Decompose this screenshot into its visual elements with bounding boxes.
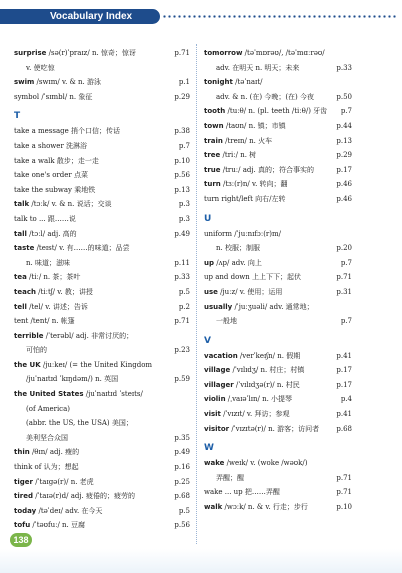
- page-reference: p.71: [174, 49, 190, 57]
- vocab-entry: [14, 504, 190, 519]
- section-letter: V: [204, 335, 211, 346]
- vocab-entry: [14, 489, 190, 504]
- definition: adv. 在明天 n. 明天；未来: [216, 63, 300, 72]
- definition: /təˈmɒrəʊ/, /təˈmɑːrəʊ/: [242, 49, 325, 57]
- vocab-entry: [14, 329, 190, 344]
- vocab-entry: [14, 445, 190, 460]
- page-reference: p.41: [336, 410, 352, 419]
- headword: teach: [14, 287, 36, 296]
- page-reference: p.31: [336, 287, 352, 296]
- page-reference: p.49: [174, 229, 190, 238]
- vocab-entry: [14, 168, 190, 183]
- definition: /təˈnaɪt/: [232, 78, 263, 87]
- page-reference: p.13: [336, 136, 352, 145]
- headword: up: [204, 258, 214, 267]
- definition: /ˈvɪlɪdʒə(r)/ n. 村民: [233, 380, 300, 389]
- header-dotted-rule: [162, 15, 398, 18]
- page-reference: p.38: [174, 127, 190, 136]
- headword: the United States: [14, 390, 84, 399]
- definition: /tɔːk/ v. & n. 说话；交谈: [29, 200, 112, 209]
- page-reference: p.2: [178, 302, 190, 311]
- definition: 弄醒；醒: [216, 473, 244, 482]
- definition: take a walk 散步；走一走: [14, 156, 99, 165]
- page-reference: p.49: [174, 448, 190, 457]
- headword: villager: [204, 380, 234, 389]
- definition: wake ... up 把……弄醒: [204, 488, 280, 497]
- page-reference: p.7: [340, 258, 352, 267]
- definition: 可怕的: [26, 346, 47, 355]
- vocab-entry: [204, 349, 352, 364]
- vocab-entry: [204, 378, 352, 393]
- page-reference: p.20: [336, 244, 352, 253]
- vocab-entry-continuation: [14, 416, 190, 431]
- definition: /weɪk/ v. (woke /wəʊk/): [224, 459, 308, 468]
- definition: /juˈnaɪtɪd ˈkɪŋdəm/) n. 英国: [26, 375, 119, 384]
- headword: village: [204, 366, 231, 375]
- definition: n. 校服；制服: [216, 244, 260, 253]
- definition: /ˈjuːʒuəli/ adv. 通常地；: [232, 302, 314, 311]
- headword: taste: [14, 244, 35, 253]
- definition: v. 使吃惊: [26, 63, 55, 72]
- headword: wake: [204, 459, 225, 468]
- definition: /juːkeɪ/ (= the United Kingdom: [40, 360, 153, 369]
- definition: take the subway 乘地铁: [14, 185, 96, 194]
- vocab-entry: [204, 256, 352, 271]
- vocab-entry-continuation: [14, 343, 190, 358]
- headword: talk: [14, 200, 30, 209]
- headword: use: [204, 287, 218, 296]
- definition: /ˈterəbl/ adj. 非常讨厌的；: [43, 331, 134, 340]
- headword: tell: [14, 302, 27, 311]
- section-letter: T: [14, 111, 21, 122]
- page-reference: p.44: [336, 121, 352, 130]
- page-reference: p.3: [178, 200, 190, 209]
- definition: /sə(r)ˈpraɪz/ n. 惊奇；惊讶: [46, 49, 136, 57]
- definition: /triː/ n. 树: [220, 151, 257, 160]
- definition: (of America): [26, 404, 71, 413]
- definition: /truː/ adj. 真的；符合事实的: [220, 165, 314, 174]
- vocab-entry: [14, 139, 190, 154]
- vocab-entry: [204, 177, 352, 192]
- vocab-entry: [14, 75, 190, 90]
- vocab-entry: [204, 148, 352, 163]
- headword: today: [14, 506, 37, 515]
- vocab-entry: [204, 104, 352, 119]
- vocab-entry: [204, 46, 352, 61]
- vocab-entry: [14, 358, 190, 373]
- header-title: Vocabulary Index: [0, 9, 160, 24]
- page-reference: p.46: [336, 180, 352, 189]
- vocab-entry: [14, 314, 190, 329]
- headword: train: [204, 136, 223, 145]
- page-header: [0, 0, 402, 32]
- page-reference: p.59: [174, 375, 190, 384]
- vocab-entry: [204, 422, 352, 437]
- vocab-entry-continuation: [204, 471, 352, 486]
- page-reference: p.4: [340, 395, 352, 404]
- vocab-entry-continuation: [14, 256, 190, 271]
- section-letter: U: [204, 213, 212, 224]
- definition: symbol /ˈsɪmbl/ n. 象征: [14, 92, 93, 101]
- headword: tofu: [14, 521, 31, 530]
- vocab-entry-continuation: [204, 90, 352, 105]
- vocab-entry: [204, 192, 352, 207]
- page-reference: p.7: [178, 141, 190, 150]
- vocab-entry: [204, 119, 352, 134]
- vocabulary-column-right: [204, 46, 352, 515]
- section-letter: W: [204, 443, 214, 454]
- headword: tonight: [204, 78, 233, 87]
- definition: n. 味道；滋味: [26, 258, 70, 267]
- definition: turn right/left 向右/左转: [204, 194, 286, 203]
- headword: thin: [14, 448, 30, 457]
- definition: take a shower 洗淋浴: [14, 141, 88, 150]
- definition: /təˈdeɪ/ adv. 在今天: [36, 506, 103, 515]
- page-reference: p.23: [174, 346, 190, 355]
- page-reference: p.33: [336, 63, 352, 72]
- page-reference: p.33: [174, 273, 190, 282]
- definition: /θɪn/ adj. 瘦的: [29, 448, 80, 457]
- vocab-entry: [14, 475, 190, 490]
- vocab-entry: [204, 392, 352, 407]
- vocab-entry: [204, 270, 352, 285]
- definition: /ˈvɪzɪtə(r)/ n. 游客；访问者: [229, 424, 320, 433]
- page-reference: p.71: [336, 488, 352, 497]
- vocab-entry: [14, 46, 190, 61]
- page-reference: p.5: [178, 506, 190, 515]
- headword: tree: [204, 151, 221, 160]
- vocab-entry: [14, 197, 190, 212]
- page-reference: p.71: [336, 473, 352, 482]
- headword: violin: [204, 395, 226, 404]
- vocab-entry: [204, 300, 352, 315]
- definition: (abbr. the US, the USA) 美国；: [26, 419, 133, 428]
- headword: usually: [204, 302, 233, 311]
- page-reference: p.17: [336, 366, 352, 375]
- definition: /taʊn/ n. 镇；市镇: [223, 121, 286, 130]
- page-reference: p.29: [174, 92, 190, 101]
- definition: /tɔːl/ adj. 高的: [26, 229, 77, 238]
- vocab-entry: [14, 270, 190, 285]
- definition: /ˈtaɪə(r)d/ adj. 疲倦的；疲劳的: [32, 492, 135, 501]
- vocab-entry-continuation: [14, 61, 190, 76]
- page-reference: p.1: [178, 78, 190, 87]
- page-reference: p.71: [336, 273, 352, 282]
- definition: /juːz/ v. 使用；运用: [217, 287, 283, 296]
- page-reference: p.7: [340, 317, 352, 326]
- definition: /ˈtaɪgə(r)/ n. 老虎: [32, 477, 94, 486]
- vocab-entry: [14, 241, 190, 256]
- vocab-entry-continuation: [14, 372, 190, 387]
- bottom-fade: [0, 549, 402, 573]
- vocab-entry-continuation: [204, 241, 352, 256]
- column-divider: [196, 44, 197, 544]
- headword: tea: [14, 273, 27, 282]
- vocab-entry: [204, 75, 352, 90]
- definition: take one's order 点菜: [14, 171, 88, 180]
- vocab-entry: [14, 460, 190, 475]
- page-number-badge: 138: [10, 533, 32, 547]
- definition: /juˈnaɪtɪd ˈsteɪts/: [83, 390, 143, 399]
- page-reference: p.35: [174, 433, 190, 442]
- headword: surprise: [14, 49, 47, 57]
- definition: 一般地: [216, 317, 237, 326]
- definition: /tiːtʃ/ v. 教；讲授: [35, 287, 93, 296]
- vocab-entry: [14, 183, 190, 198]
- vocab-entry: [14, 387, 190, 402]
- headword: turn: [204, 180, 221, 189]
- page-reference: p.46: [336, 194, 352, 203]
- definition: uniform /ˈjuːnɪfɔː(r)m/: [204, 229, 282, 238]
- vocab-entry: [204, 407, 352, 422]
- headword: tooth: [204, 107, 226, 116]
- definition: /treɪn/ n. 火车: [222, 136, 273, 145]
- headword: terrible: [14, 331, 44, 340]
- definition: /tuːθ/ n. (pl. teeth /tiːθ/) 牙齿: [225, 107, 328, 116]
- headword: true: [204, 165, 221, 174]
- definition: talk to ... 跟……说: [14, 214, 76, 223]
- page-reference: p.7: [340, 107, 352, 116]
- definition: think of 认为；想起: [14, 463, 79, 472]
- vocab-entry: [14, 124, 190, 139]
- page-reference: p.25: [174, 477, 190, 486]
- page-reference: p.68: [174, 492, 190, 501]
- vocab-entry: [14, 212, 190, 227]
- page-reference: p.5: [178, 287, 190, 296]
- vocab-entry-continuation: [204, 314, 352, 329]
- headword: tomorrow: [204, 49, 243, 57]
- vocab-entry: [14, 227, 190, 242]
- definition: adv. & n. (在) 今晚；(在) 今夜: [216, 92, 315, 101]
- page-reference: p.17: [336, 380, 352, 389]
- page-reference: p.41: [336, 351, 352, 360]
- vocab-entry: [204, 456, 352, 471]
- page-reference: p.11: [174, 258, 190, 267]
- definition: 美利坚合众国: [26, 433, 68, 442]
- page-reference: p.68: [336, 424, 352, 433]
- vocab-entry: [14, 518, 190, 533]
- page-reference: p.16: [174, 463, 190, 472]
- page-reference: p.71: [174, 317, 190, 326]
- vocab-entry-continuation: [14, 431, 190, 446]
- headword: visitor: [204, 424, 230, 433]
- page-reference: p.29: [336, 151, 352, 160]
- vocab-entry: [204, 163, 352, 178]
- definition: /ˈvɪlɪdʒ/ n. 村庄；村镇: [230, 366, 305, 375]
- headword: swim: [14, 78, 35, 87]
- page-reference: p.3: [178, 214, 190, 223]
- headword: visit: [204, 410, 221, 419]
- headword: tall: [14, 229, 27, 238]
- definition: take a message 捎个口信；传话: [14, 127, 120, 136]
- vocabulary-column-left: [14, 46, 190, 533]
- vocab-entry: [14, 154, 190, 169]
- definition: /ˈtəʊfuː/ n. 豆腐: [30, 521, 85, 530]
- definition: /verˈkeɪʃn/ n. 假期: [237, 351, 301, 360]
- page-reference: p.17: [336, 165, 352, 174]
- vocab-entry: [204, 285, 352, 300]
- definition: /tiː/ n. 茶；茶叶: [26, 273, 81, 282]
- vocab-entry: [204, 500, 352, 515]
- headword: vacation: [204, 351, 238, 360]
- definition: /ʌp/ adv. 向上: [214, 258, 262, 267]
- page-reference: p.13: [174, 185, 190, 194]
- headword: the UK: [14, 360, 41, 369]
- page-reference: p.10: [336, 503, 352, 512]
- definition: /wɔːk/ n. & v. 行走；步行: [222, 503, 308, 512]
- vocab-entry-continuation: [14, 402, 190, 417]
- headword: walk: [204, 503, 223, 512]
- vocab-entry: [204, 363, 352, 378]
- vocab-entry: [204, 485, 352, 500]
- definition: /ˌvaɪəˈlɪn/ n. 小提琴: [225, 395, 293, 404]
- page-reference: p.10: [174, 156, 190, 165]
- headword: tired: [14, 492, 33, 501]
- definition: tent /tent/ n. 帐篷: [14, 317, 75, 326]
- vocab-entry: [14, 285, 190, 300]
- vocab-entry: [14, 90, 190, 105]
- definition: /tel/ v. 讲述；告诉: [26, 302, 88, 311]
- headword: tiger: [14, 477, 33, 486]
- definition: /ˈvɪzɪt/ v. 拜访；参观: [220, 410, 290, 419]
- definition: /teɪst/ v. 有……的味道；品尝: [34, 244, 130, 253]
- definition: up and down 上上下下；起伏: [204, 273, 302, 282]
- page-reference: p.56: [174, 521, 190, 530]
- definition: /swɪm/ v. & n. 游泳: [34, 78, 101, 87]
- headword: town: [204, 121, 224, 130]
- vocab-entry: [204, 227, 352, 242]
- page-reference: p.56: [174, 171, 190, 180]
- page-reference: p.50: [336, 92, 352, 101]
- vocab-entry-continuation: [204, 61, 352, 76]
- vocab-entry: [14, 300, 190, 315]
- vocab-entry: [204, 134, 352, 149]
- definition: /tɜː(r)n/ v. 转向；翻: [220, 180, 288, 189]
